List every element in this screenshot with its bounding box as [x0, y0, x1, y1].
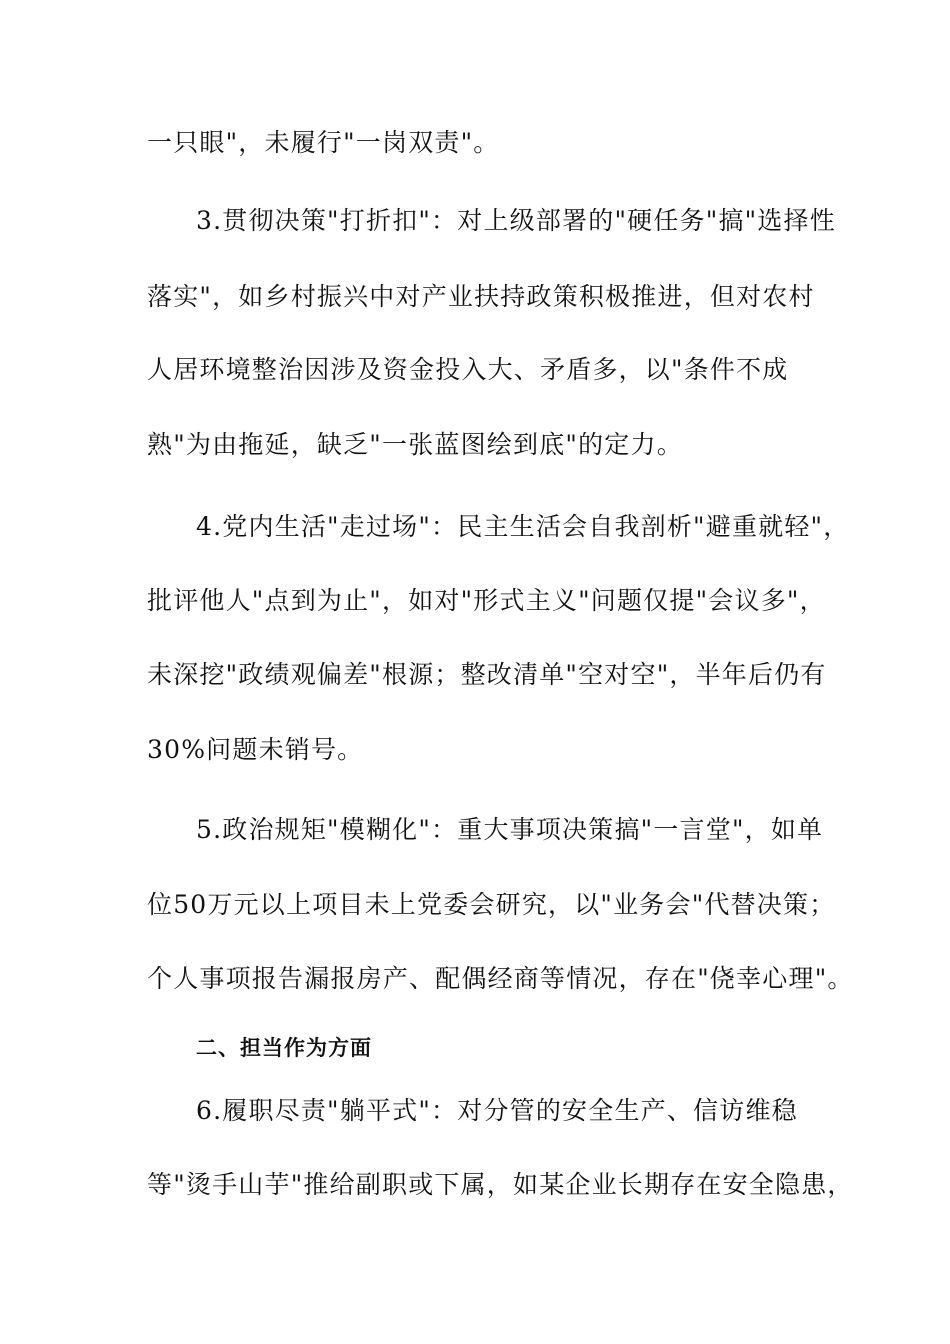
- section-heading: 二、担当作为方面: [196, 1036, 372, 1060]
- text-line-11: 位50万元以上项目未上党委会研究，以"业务会"代替决策；: [147, 890, 836, 919]
- item-3-title-line: 3.贯彻决策"打折扣"：对上级部署的"硬任务"搞"选择性: [196, 206, 836, 235]
- text-line-4: 人居环境整治因涉及资金投入大、矛盾多，以"条件不成: [147, 355, 789, 384]
- text-line-5: 熟"为由拖延，缺乏"一张蓝图绘到底"的定力。: [147, 430, 683, 459]
- item-4-title-line: 4.党内生活"走过场"：民主生活会自我剖析"避重就轻"，: [196, 512, 850, 541]
- text-line-8: 未深挖"政绩观偏差"根源；整改清单"空对空"，半年后仍有: [147, 660, 827, 689]
- text-line-1: 一只眼"，未履行"一岗双责"。: [147, 128, 500, 157]
- text-line-7: 批评他人"点到为止"，如对"形式主义"问题仅提"会议多"，: [147, 586, 826, 615]
- text-line-9: 30%问题未销号。: [147, 735, 364, 764]
- item-6-title-line: 6.履职尽责"躺平式"：对分管的安全生产、信访维稳: [196, 1096, 798, 1125]
- text-line-3: 落实"，如乡村振兴中对产业扶持政策积极推进，但对农村: [147, 282, 815, 311]
- text-line-15: 等"烫手山芋"推给副职或下属，如某企业长期存在安全隐患，: [147, 1170, 854, 1199]
- item-5-title-line: 5.政治规矩"模糊化"：重大事项决策搞"一言堂"，如单: [196, 815, 824, 844]
- text-line-12: 个人事项报告漏报房产、配偶经商等情况，存在"侥幸心理"。: [147, 964, 854, 993]
